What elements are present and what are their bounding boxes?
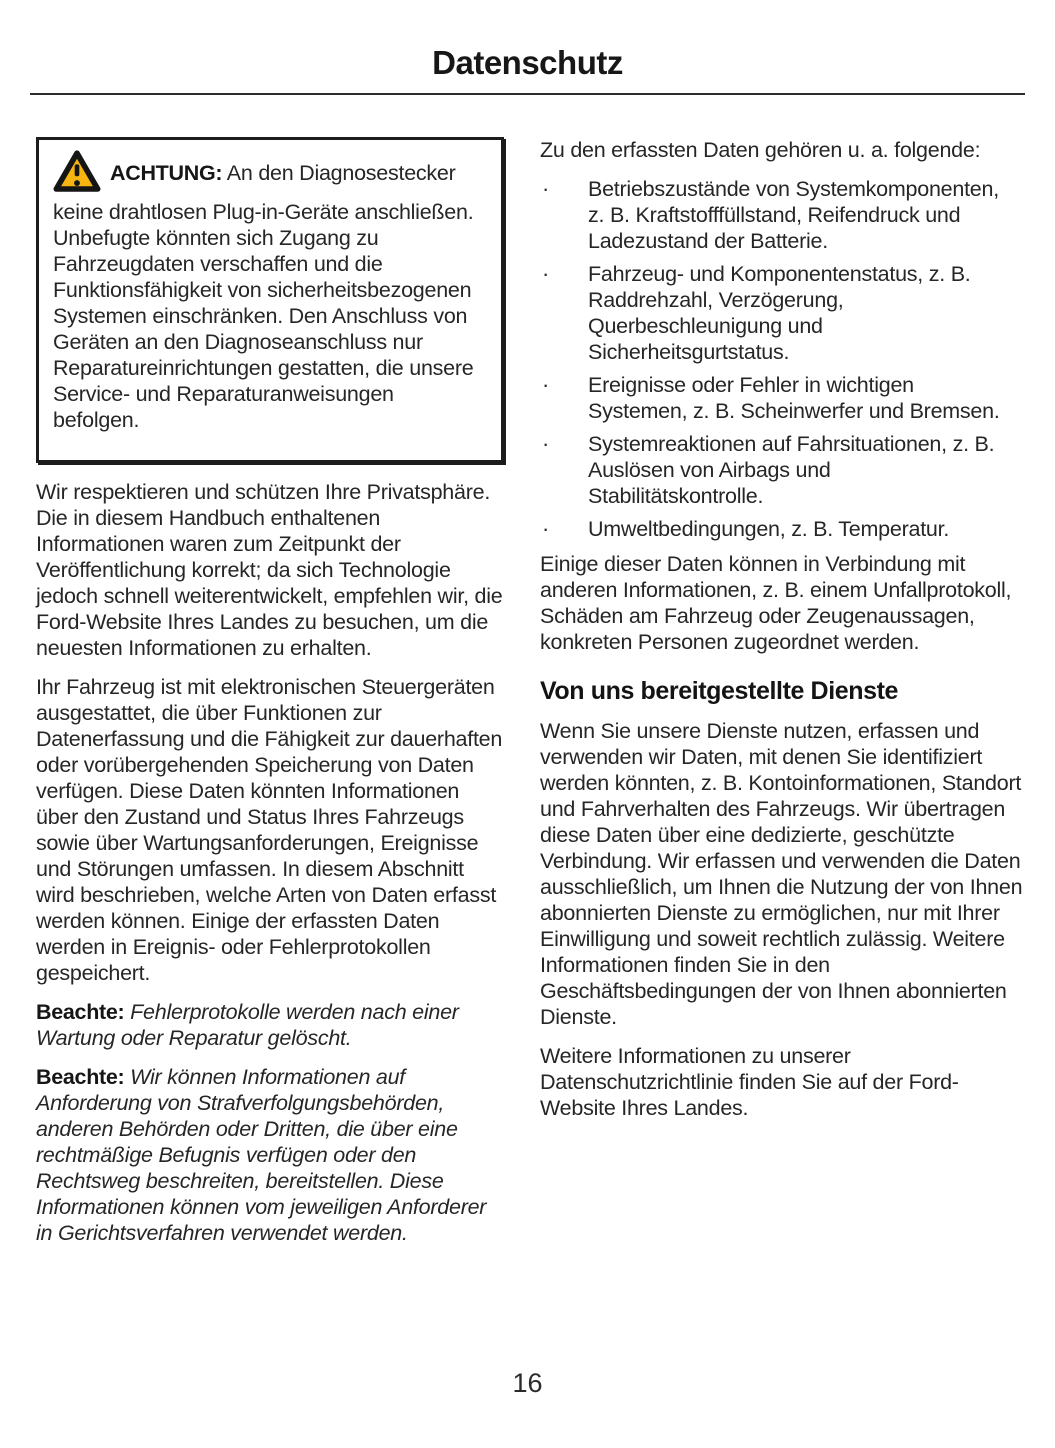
bullet-marker-icon: ·: [542, 176, 550, 201]
bullet-item: [540, 431, 1027, 509]
section-heading: Von uns bereitgestellte Dienste: [540, 677, 899, 705]
page-content: [0, 95, 1055, 1259]
intro-text: Zu den erfassten Daten gehören u. a. folgende:: [540, 138, 981, 162]
bullet-text: Ereignisse oder Fehler in wichtigen Systemen, z. B. Scheinwerfer und Bremsen.: [588, 373, 1000, 423]
paragraph-data-linking: Einige dieser Daten können in Verbindung mit anderen Informationen, z. B. einem Unfallprotokoll, Schäden am Fahrzeug oder Zeugenaussagen, konkreten Personen zugeordnet werden.: [540, 552, 1012, 654]
warning-label: ACHTUNG:: [110, 161, 223, 185]
left-column: [36, 137, 504, 1259]
note-error-logs: [36, 999, 504, 1051]
bullet-item: [540, 516, 1027, 542]
warning-box: [36, 137, 504, 463]
warning-text: [53, 150, 479, 433]
note-text: Fehlerprotokolle werden nach einer Wartung oder Reparatur gelöscht.: [36, 1000, 459, 1050]
paragraph-services: Wenn Sie unsere Dienste nutzen, erfassen und verwenden wir Daten, mit denen Sie identifiziert werden könnten, z. B. Kontoinformationen, Standort und Fahrverhalten des Fahrzeugs. Wir übertragen diese Daten über eine dedizierte, geschützte Verbindung. Wir erfassen und verwenden die Daten ausschließlich, um Ihnen die Nutzung der von Ihnen abonnierten Dienste zu ermöglichen, nur mit Ihrer Einwilligung und soweit rechtlich zulässig. Weitere Informationen finden Sie in den Geschäftsbedingungen der von Ihnen abonnierten Dienste.: [540, 719, 1023, 1029]
paragraph-privacy: Wir respektieren und schützen Ihre Privatsphäre. Die in diesem Handbuch enthaltenen Informationen waren zum Zeitpunkt der Veröffentlichung korrekt; da sich Technologie jedoch schnell weiterentwickelt, empfehlen wir, die Ford-Website Ihres Landes zu besuchen, um die neuesten Informationen zu erhalten.: [36, 480, 503, 660]
bullet-marker-icon: ·: [542, 516, 550, 541]
paragraph-vehicle-data: Ihr Fahrzeug ist mit elektronischen Steuergeräten ausgestattet, die über Funktionen zur Datenerfassung und die Fähigkeit zur dauerhaften oder vorübergehenden Speicherung von Daten verfügen. Diese Daten könnten Informationen über den Zustand und Status Ihres Fahrzeugs sowie über Wartungsanforderungen, Ereignisse und Störungen umfassen. In diesem Abschnitt wird beschrieben, welche Arten von Daten erfasst werden können. Einige der erfassten Daten werden in Ereignis- oder Fehlerprotokollen gespeichert.: [36, 675, 503, 985]
bullet-text: Betriebszustände von Systemkomponenten, z. B. Kraftstofffüllstand, Reifendruck und Ladezustand der Batterie.: [588, 177, 999, 253]
bullet-item: [540, 176, 1027, 254]
bullet-text: Systemreaktionen auf Fahrsituationen, z. B. Auslösen von Airbags und Stabilitätskontrolle.: [588, 432, 995, 508]
bullet-item: [540, 261, 1027, 365]
bullet-text: Umweltbedingungen, z. B. Temperatur.: [588, 517, 950, 541]
bullet-text: Fahrzeug- und Komponentenstatus, z. B. Raddrehzahl, Verzögerung, Querbeschleunigung und Sicherheitsgurtstatus.: [588, 262, 971, 364]
bullet-list: [540, 176, 1027, 542]
bullet-marker-icon: ·: [542, 431, 550, 456]
paragraph-more-info: Weitere Informationen zu unserer Datenschutzrichtlinie finden Sie auf der Ford-Website Ihres Landes.: [540, 1044, 959, 1120]
warning-body-text: An den Diagnosestecker keine drahtlosen Plug-in-Geräte anschließen. Unbefugte könnten sich Zugang zu Fahrzeugdaten verschaffen und die Funktionsfähigkeit von sicherheitsbezogenen Systemen einschränken. Den Anschluss von Geräten an den Diagnoseanschluss nur Reparatureinrichtungen gestatten, die unsere Service- und Reparaturanweisungen befolgen.: [53, 161, 474, 432]
page-title: Datenschutz: [432, 44, 623, 81]
note-label: Beachte:: [36, 1065, 125, 1089]
bullet-marker-icon: ·: [542, 261, 550, 286]
warning-triangle-icon: [53, 150, 101, 199]
note-law-enforcement: [36, 1064, 504, 1246]
page-number: 16: [512, 1368, 543, 1398]
note-label: Beachte:: [36, 1000, 125, 1024]
right-column: [540, 137, 1027, 1259]
note-text: Wir können Informationen auf Anforderung von Strafverfolgungsbehörden, anderen Behörden oder Dritten, die über eine rechtmäßige Befugnis verfügen oder den Rechtsweg beschreiten, bereitstellen. Diese Informationen können vom jeweiligen Anforderer in Gerichtsverfahren verwendet werden.: [36, 1065, 487, 1245]
bullet-marker-icon: ·: [542, 372, 550, 397]
bullet-item: [540, 372, 1027, 424]
